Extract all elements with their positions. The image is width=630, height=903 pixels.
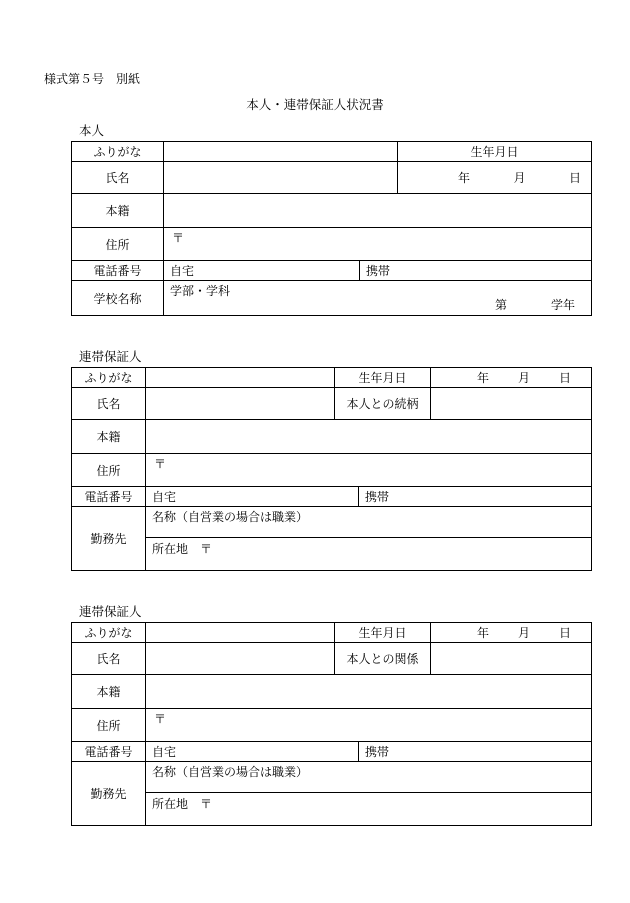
domicile-label: 本籍 xyxy=(72,420,146,454)
mobile-label: 携帯 xyxy=(366,264,391,278)
birthdate-label: 生年月日 xyxy=(335,368,431,388)
applicant-section-label: 本人 xyxy=(79,123,105,138)
workplace-location-label: 所在地 xyxy=(152,797,189,811)
year-label: 年 xyxy=(458,171,471,185)
workplace-location-field[interactable] xyxy=(146,538,591,569)
month-label: 月 xyxy=(518,626,531,640)
relation-label: 本人との続柄 xyxy=(335,388,431,420)
address-label: 住所 xyxy=(72,709,146,742)
home-label: 自宅 xyxy=(152,745,177,759)
home-phone-field[interactable] xyxy=(146,742,359,762)
address-field[interactable] xyxy=(164,228,592,261)
name-label: 氏名 xyxy=(72,643,146,675)
guarantor2-table xyxy=(71,622,592,826)
mobile-phone-field[interactable] xyxy=(359,487,592,507)
address-label: 住所 xyxy=(72,454,146,487)
domicile-field[interactable] xyxy=(146,675,592,709)
workplace-name-label: 名称（自営業の場合は職業） xyxy=(152,765,309,779)
workplace-location-field[interactable] xyxy=(146,793,591,824)
workplace-field[interactable] xyxy=(146,762,592,826)
workplace-postal-mark: 〒 xyxy=(200,542,213,556)
name-label: 氏名 xyxy=(72,388,146,420)
guarantor2-section-label: 連帯保証人 xyxy=(79,604,142,619)
furigana-field[interactable] xyxy=(146,368,335,388)
name-field[interactable] xyxy=(146,643,335,675)
grade-field xyxy=(495,296,575,313)
workplace-postal-mark: 〒 xyxy=(200,797,213,811)
name-label: 氏名 xyxy=(72,162,164,194)
birthdate-field[interactable] xyxy=(398,162,592,194)
mobile-label: 携帯 xyxy=(365,490,390,504)
phone-label: 電話番号 xyxy=(72,261,164,281)
guarantor1-table xyxy=(71,367,592,571)
postal-mark: 〒 xyxy=(172,231,185,245)
address-label: 住所 xyxy=(72,228,164,261)
birthdate-field[interactable] xyxy=(431,623,592,643)
phone-label: 電話番号 xyxy=(72,487,146,507)
birthdate-field[interactable] xyxy=(431,368,592,388)
school-field[interactable] xyxy=(164,281,592,316)
furigana-label: ふりがな xyxy=(72,623,146,643)
day-label: 日 xyxy=(558,371,571,385)
month-label: 月 xyxy=(518,371,531,385)
home-label: 自宅 xyxy=(152,490,177,504)
domicile-label: 本籍 xyxy=(72,194,164,228)
birthdate-label: 生年月日 xyxy=(398,142,592,162)
name-field[interactable] xyxy=(164,162,398,194)
workplace-field[interactable] xyxy=(146,507,592,571)
postal-mark: 〒 xyxy=(154,457,167,471)
day-label: 日 xyxy=(558,626,571,640)
domicile-field[interactable] xyxy=(146,420,592,454)
phone-label: 電話番号 xyxy=(72,742,146,762)
school-label: 学校名称 xyxy=(72,281,164,316)
domicile-label: 本籍 xyxy=(72,675,146,709)
month-label: 月 xyxy=(513,171,526,185)
furigana-field[interactable] xyxy=(164,142,398,162)
furigana-field[interactable] xyxy=(146,623,335,643)
form-number: 様式第５号 別紙 xyxy=(44,72,141,86)
day-label: 日 xyxy=(568,171,581,185)
mobile-label: 携帯 xyxy=(365,745,390,759)
applicant-table xyxy=(71,141,592,316)
home-phone-field[interactable] xyxy=(164,261,360,281)
domicile-field[interactable] xyxy=(164,194,592,228)
home-phone-field[interactable] xyxy=(146,487,359,507)
home-label: 自宅 xyxy=(170,264,195,278)
grade-suffix: 学年 xyxy=(550,298,575,312)
grade-prefix: 第 xyxy=(495,298,508,312)
postal-mark: 〒 xyxy=(154,712,167,726)
mobile-phone-field[interactable] xyxy=(360,261,592,281)
mobile-phone-field[interactable] xyxy=(359,742,592,762)
guarantor1-section-label: 連帯保証人 xyxy=(79,349,142,364)
workplace-label: 勤務先 xyxy=(72,762,146,826)
year-label: 年 xyxy=(477,626,490,640)
address-field[interactable] xyxy=(146,709,592,742)
year-label: 年 xyxy=(477,371,490,385)
relation-field[interactable] xyxy=(431,643,592,675)
faculty-label: 学部・学科 xyxy=(170,284,231,298)
document-title: 本人・連帯保証人状況書 xyxy=(246,97,384,112)
workplace-name-field[interactable] xyxy=(146,762,591,793)
workplace-label: 勤務先 xyxy=(72,507,146,571)
workplace-name-label: 名称（自営業の場合は職業） xyxy=(152,510,309,524)
birthdate-label: 生年月日 xyxy=(335,623,431,643)
address-field[interactable] xyxy=(146,454,592,487)
name-field[interactable] xyxy=(146,388,335,420)
furigana-label: ふりがな xyxy=(72,368,146,388)
relation-field[interactable] xyxy=(431,388,592,420)
workplace-location-label: 所在地 xyxy=(152,542,189,556)
relation-label: 本人との関係 xyxy=(335,643,431,675)
workplace-name-field[interactable] xyxy=(146,507,591,538)
furigana-label: ふりがな xyxy=(72,142,164,162)
